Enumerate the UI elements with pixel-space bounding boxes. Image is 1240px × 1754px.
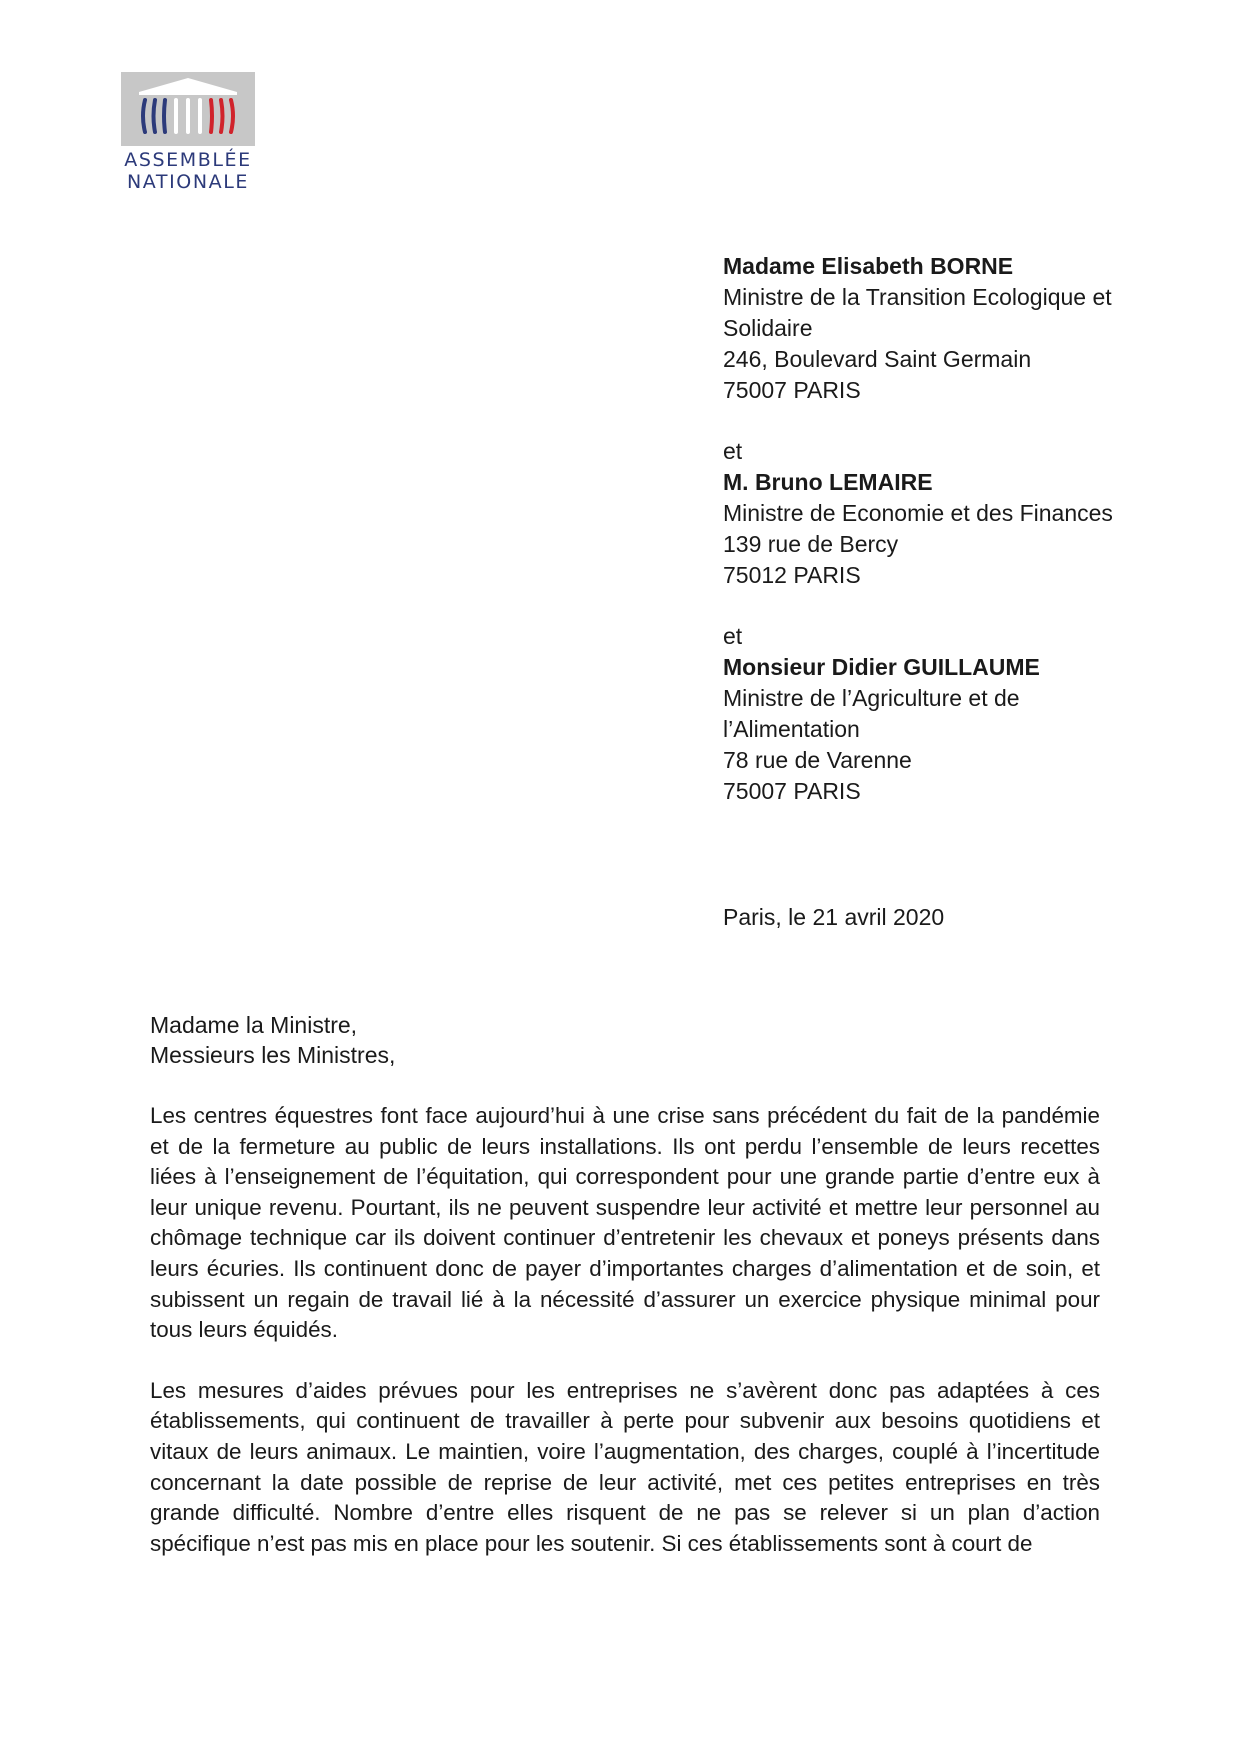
recipient-line: 246, Boulevard Saint Germain bbox=[723, 346, 1032, 372]
recipient-name: M. Bruno LEMAIRE bbox=[723, 469, 933, 495]
recipient-3 bbox=[723, 621, 1163, 807]
recipient-name: Monsieur Didier GUILLAUME bbox=[723, 654, 1040, 680]
logo-line-2: NATIONALE bbox=[126, 171, 250, 193]
parliament-building-icon bbox=[121, 72, 255, 146]
recipient-line: Ministre de la Transition Ecologique et bbox=[723, 284, 1112, 310]
salutation-line: Madame la Ministre, bbox=[150, 1012, 358, 1038]
salutation bbox=[150, 1010, 395, 1070]
recipient-2 bbox=[723, 436, 1163, 591]
recipient-name: Madame Elisabeth BORNE bbox=[723, 253, 1014, 279]
letter-date: Paris, le 21 avril 2020 bbox=[723, 904, 945, 930]
recipient-address-block bbox=[723, 251, 1163, 807]
recipient-line: Ministre de Economie et des Finances bbox=[723, 500, 1113, 526]
logo-line-1: ASSEMBLÉE bbox=[124, 149, 252, 171]
letter-body bbox=[150, 1101, 1100, 1589]
recipient-line: Ministre de l’Agriculture et de bbox=[723, 685, 1020, 711]
recipient-line: 75007 PARIS bbox=[723, 778, 861, 804]
recipient-conjunction: et bbox=[723, 623, 743, 649]
salutation-line: Messieurs les Ministres, bbox=[150, 1042, 396, 1068]
logo-wordmark bbox=[121, 149, 255, 193]
body-paragraph: Les centres équestres font face aujourd’hui à une crise sans précédent du fait de la pandémie et de la fermeture au public de leurs installations. Ils ont perdu l’ensemble de leurs recettes liées à l’enseignement de l’équitation, qui correspondent pour une grande partie d’entre eux à leur unique revenu. Pourtant, ils ne peuvent suspendre leur activité et mettre leur personnel au chômage technique car ils doivent continuer d’entretenir les chevaux et poneys présents dans leurs écuries. Ils continuent donc de payer d’importantes charges d’alimentation et de soin, et subissent un regain de travail lié à la nécessité d’assurer un exercice physique minimal pour tous leurs équidés. bbox=[150, 1103, 1100, 1343]
recipient-line: 78 rue de Varenne bbox=[723, 747, 912, 773]
recipient-line: 75007 PARIS bbox=[723, 377, 861, 403]
assemblee-nationale-logo bbox=[121, 72, 255, 193]
recipient-1 bbox=[723, 251, 1163, 406]
recipient-line: Solidaire bbox=[723, 315, 813, 341]
recipient-line: 139 rue de Bercy bbox=[723, 531, 899, 557]
recipient-conjunction: et bbox=[723, 438, 743, 464]
recipient-line: l’Alimentation bbox=[723, 716, 860, 742]
recipient-line: 75012 PARIS bbox=[723, 562, 861, 588]
body-paragraph: Les mesures d’aides prévues pour les entreprises ne s’avèrent donc pas adaptées à ces établissements, qui continuent de travailler à perte pour subvenir aux besoins quotidiens et vitaux de leurs animaux. Le maintien, voire l’augmentation, des charges, couplé à l’incertitude concernant la date possible de reprise de leur activité, met ces petites entreprises en très grande difficulté. Nombre d’entre elles risquent de ne pas se relever si un plan d’action spécifique n’est pas mis en place pour les soutenir. Si ces établissements sont à court de bbox=[150, 1377, 1100, 1556]
